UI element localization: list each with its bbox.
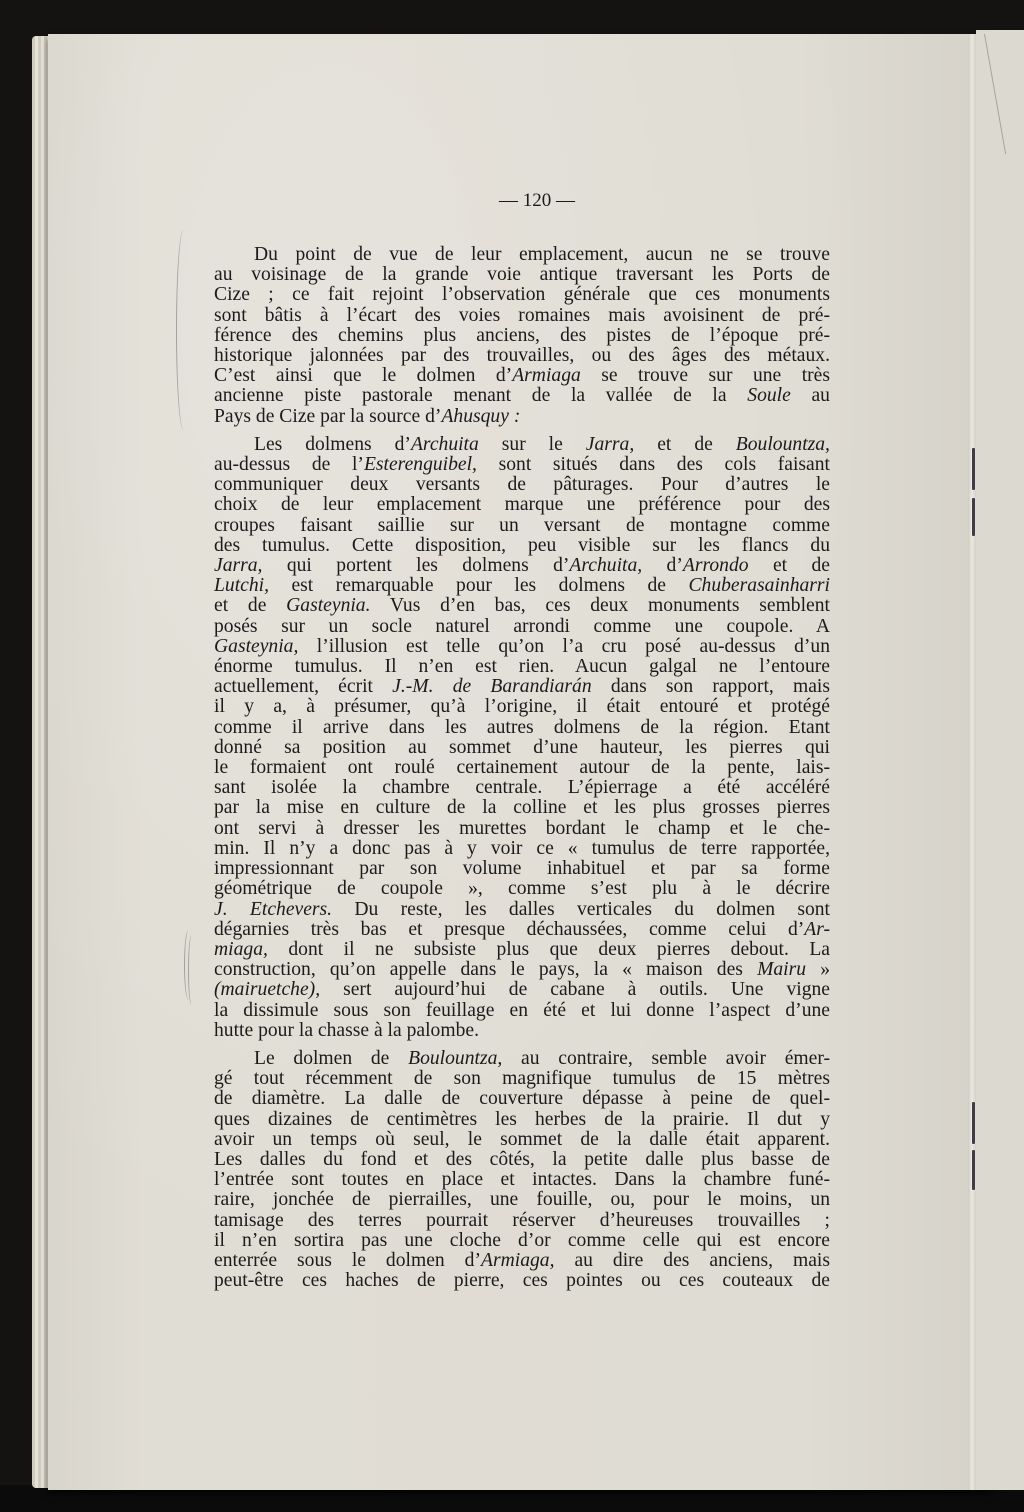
text-run: Pays de Cize par la source d’	[214, 405, 442, 427]
text-run: la dissimule sous son feuillage en été et lui donne l’aspect d’une	[214, 999, 830, 1021]
text-run: comme il arrive dans les autres dolmens de la région. Etant	[214, 716, 830, 738]
text-line	[214, 386, 830, 406]
text-run: dont il ne subsiste plus que deux pierres debout. La	[267, 938, 830, 960]
text-line	[214, 980, 830, 1000]
text-run: dans son rapport, mais	[591, 676, 830, 698]
text-run: sont bâtis à l’écart des voies romaines mais avoisinent de pré-	[214, 304, 830, 326]
text-line	[214, 1170, 830, 1190]
text-run: de diamètre. La dalle de couverture dépasse à peine de quel-	[214, 1088, 830, 1110]
italic-term: Boulountza,	[408, 1047, 503, 1069]
text-run: l’illusion est telle qu’on l’a cru posé au-dessus d’un	[298, 635, 830, 657]
text-line	[214, 556, 830, 576]
italic-term: Armiaga	[512, 365, 581, 387]
text-line	[214, 940, 830, 960]
text-line	[214, 475, 830, 495]
text-line	[214, 1251, 830, 1271]
text-line	[214, 1231, 830, 1251]
text-run: l’entrée sont toutes en place et intactes. Dans la chambre funé-	[214, 1169, 830, 1191]
text-line	[214, 1089, 830, 1109]
text-line	[214, 596, 830, 616]
text-run: sert aujourd’hui de cabane à outils. Une vigne	[320, 979, 830, 1001]
italic-term: (mairuetche),	[214, 979, 321, 1001]
text-run: avoir un temps où seul, le sommet de la dalle était apparent.	[214, 1128, 830, 1150]
text-line	[214, 1150, 830, 1170]
italic-term: Arrondo	[682, 555, 749, 577]
italic-term: Archuita,	[569, 555, 643, 577]
italic-term: Esterenguibel,	[363, 454, 477, 476]
text-run: raire, jonchée de pierrailles, une fouille, ou, pour le moins, un	[214, 1189, 830, 1211]
text-run: Le dolmen de	[254, 1047, 409, 1069]
italic-term: Chuberasainharri	[688, 575, 830, 597]
text-run: Les dalles du fond et des côtés, la petite dalle plus basse de	[214, 1148, 830, 1170]
text-run: gé tout récemment de son magnifique tumulus de 15 mètres	[214, 1068, 830, 1090]
text-run: ancienne piste pastorale menant de la vallée de la	[214, 385, 748, 407]
text-run: au	[790, 385, 830, 407]
text-run: il n’en sortira pas une cloche d’or comme celle qui est encore	[214, 1229, 830, 1251]
text-line	[214, 960, 830, 980]
text-line	[214, 758, 830, 778]
paragraph	[214, 1049, 830, 1291]
italic-term: Soule	[747, 385, 791, 407]
text-run: se trouve sur une très	[580, 365, 830, 387]
text-line	[214, 1049, 830, 1069]
text-run: ont servi à dresser les murettes bordant le champ et le che-	[214, 817, 830, 839]
facing-page-edge	[976, 30, 1024, 1490]
text-run: il y a, à présumer, qu’à l’origine, il était entouré et protégé	[214, 696, 830, 718]
text-run: énorme tumulus. Il n’en est rien. Aucun galgal ne l’entoure	[214, 656, 830, 678]
text-run: et de	[214, 595, 287, 617]
text-line	[214, 366, 830, 386]
text-line	[214, 536, 830, 556]
text-run: sur le	[478, 433, 586, 455]
text-run: Les dolmens d’	[254, 433, 411, 455]
italic-term: Jarra,	[585, 433, 635, 455]
text-line	[214, 1021, 830, 1041]
text-line	[214, 637, 830, 657]
text-run: férence des chemins plus anciens, des pistes de l’époque pré-	[214, 324, 830, 346]
text-line	[214, 1069, 830, 1089]
text-line	[214, 1190, 830, 1210]
text-line	[214, 617, 830, 637]
italic-term: J.-M. de Barandiarán	[392, 676, 592, 698]
text-run: construction, qu’on appelle dans le pays, la « maison des	[214, 959, 758, 981]
text-run: et de	[634, 433, 736, 455]
text-run: impressionnant par son volume inhabituel et par sa forme	[214, 858, 830, 880]
text-run: sant isolée la chambre centrale. L’épierrage a été accéléré	[214, 777, 830, 799]
text-run: au voisinage de la grande voie antique traversant les Ports de	[214, 264, 830, 286]
text-run: au dire des anciens, mais	[554, 1249, 831, 1271]
text-run: au contraire, semble avoir émer-	[502, 1047, 830, 1069]
text-run: Vus d’en bas, ces deux monuments semblent	[370, 595, 830, 617]
text-line	[214, 306, 830, 326]
text-line	[214, 245, 830, 265]
pencil-margin-mark	[188, 935, 195, 1005]
text-run: géométrique de coupole », comme s’est plu à le décrire	[214, 878, 830, 900]
text-run: peut-être ces haches de pierre, ces pointes ou ces couteaux de	[214, 1270, 830, 1292]
text-run: min. Il n’y a donc pas à y voir ce « tumulus de terre rapportée,	[214, 837, 830, 859]
text-line	[214, 697, 830, 717]
text-run: posés sur un socle naturel arrondi comme une coupole. A	[214, 615, 830, 637]
staple-icon	[972, 448, 975, 490]
text-run: actuellement, écrit	[214, 676, 393, 698]
text-line	[214, 435, 830, 455]
italic-term: J. Etchevers.	[214, 898, 333, 920]
paragraph	[214, 435, 830, 1041]
text-line	[214, 455, 830, 475]
italic-term: Gasteynia,	[214, 635, 299, 657]
text-run: communiquer deux versants de pâturages. Pour d’autres le	[214, 474, 830, 496]
book-gutter	[968, 34, 976, 1490]
italic-term: Boulountza,	[735, 433, 830, 455]
text-line	[214, 839, 830, 859]
text-line	[214, 516, 830, 536]
staple-icon	[972, 498, 975, 536]
pencil-margin-bracket	[176, 230, 191, 430]
text-run: est remarquable pour les dolmens de	[268, 575, 689, 597]
text-line	[214, 920, 830, 940]
italic-term: Ahusquy :	[441, 405, 521, 427]
text-line	[214, 778, 830, 798]
staple-icon	[972, 1150, 975, 1190]
text-run: dégarnies très bas et presque déchaussées, comme celui d’	[214, 918, 805, 940]
italic-term: Jarra,	[214, 555, 263, 577]
italic-term: Lutchi,	[214, 575, 269, 597]
text-line	[214, 1271, 830, 1291]
text-line	[214, 879, 830, 899]
text-line	[214, 1001, 830, 1021]
text-run: au-dessus de l’	[214, 454, 364, 476]
text-line	[214, 346, 830, 366]
text-run: des tumulus. Cette disposition, peu visible sur les flancs du	[214, 534, 830, 556]
text-line	[214, 265, 830, 285]
text-run: le formaient ont roulé certainement autour de la pente, lais-	[214, 757, 830, 779]
text-run: historique jalonnées par des trouvailles, ou des âges des métaux.	[214, 345, 830, 367]
italic-term: Archuita	[410, 433, 479, 455]
text-run: choix de leur emplacement marque une préférence pour des	[214, 494, 830, 516]
italic-term: miaga,	[214, 938, 268, 960]
text-line	[214, 718, 830, 738]
text-run: qui portent les dolmens d’	[262, 555, 570, 577]
text-run: Cize ; ce fait rejoint l’observation générale que ces monuments	[214, 284, 830, 306]
text-run: hutte pour la chasse à la palombe.	[214, 1019, 479, 1041]
text-line	[214, 900, 830, 920]
text-line	[214, 819, 830, 839]
italic-term: Mairu	[757, 959, 807, 981]
text-line	[214, 859, 830, 879]
text-run: par la mise en culture de la colline et les plus grosses pierres	[214, 797, 830, 819]
text-run: tamisage des terres pourrait réserver d’heureuses trouvailles ;	[214, 1209, 830, 1231]
text-line	[214, 1130, 830, 1150]
text-run: d’	[642, 555, 683, 577]
italic-term: Gasteynia.	[286, 595, 371, 617]
text-run: et de	[748, 555, 830, 577]
italic-term: Armiaga,	[481, 1249, 555, 1271]
text-line	[214, 326, 830, 346]
text-line	[214, 1211, 830, 1231]
paragraph	[214, 245, 830, 427]
text-line	[214, 738, 830, 758]
text-line	[214, 495, 830, 515]
text-run: sont situés dans des cols faisant	[476, 454, 830, 476]
text-run: Du point de vue de leur emplacement, aucun ne se trouve	[254, 244, 830, 265]
text-line	[214, 407, 830, 427]
italic-term: Ar-	[804, 918, 830, 940]
text-run: croupes faisant saillie sur un versant de montagne comme	[214, 514, 830, 536]
text-run: C’est ainsi que le dolmen d’	[214, 365, 513, 387]
text-run: Du reste, les dalles verticales du dolmen sont	[332, 898, 830, 920]
text-run: ques dizaines de centimètres les herbes de la prairie. Il dut y	[214, 1108, 830, 1130]
text-line	[214, 657, 830, 677]
body-text	[214, 245, 830, 1291]
staple-icon	[972, 1102, 975, 1144]
text-line	[214, 677, 830, 697]
page-number: — 120 —	[499, 190, 575, 211]
text-run: enterrée sous le dolmen d’	[214, 1249, 481, 1271]
text-line	[214, 285, 830, 305]
text-run: »	[806, 959, 830, 981]
text-line	[214, 1110, 830, 1130]
text-line	[214, 798, 830, 818]
text-run: donné sa position au sommet d’une hauteur, les pierres qui	[214, 736, 830, 758]
text-line	[214, 576, 830, 596]
